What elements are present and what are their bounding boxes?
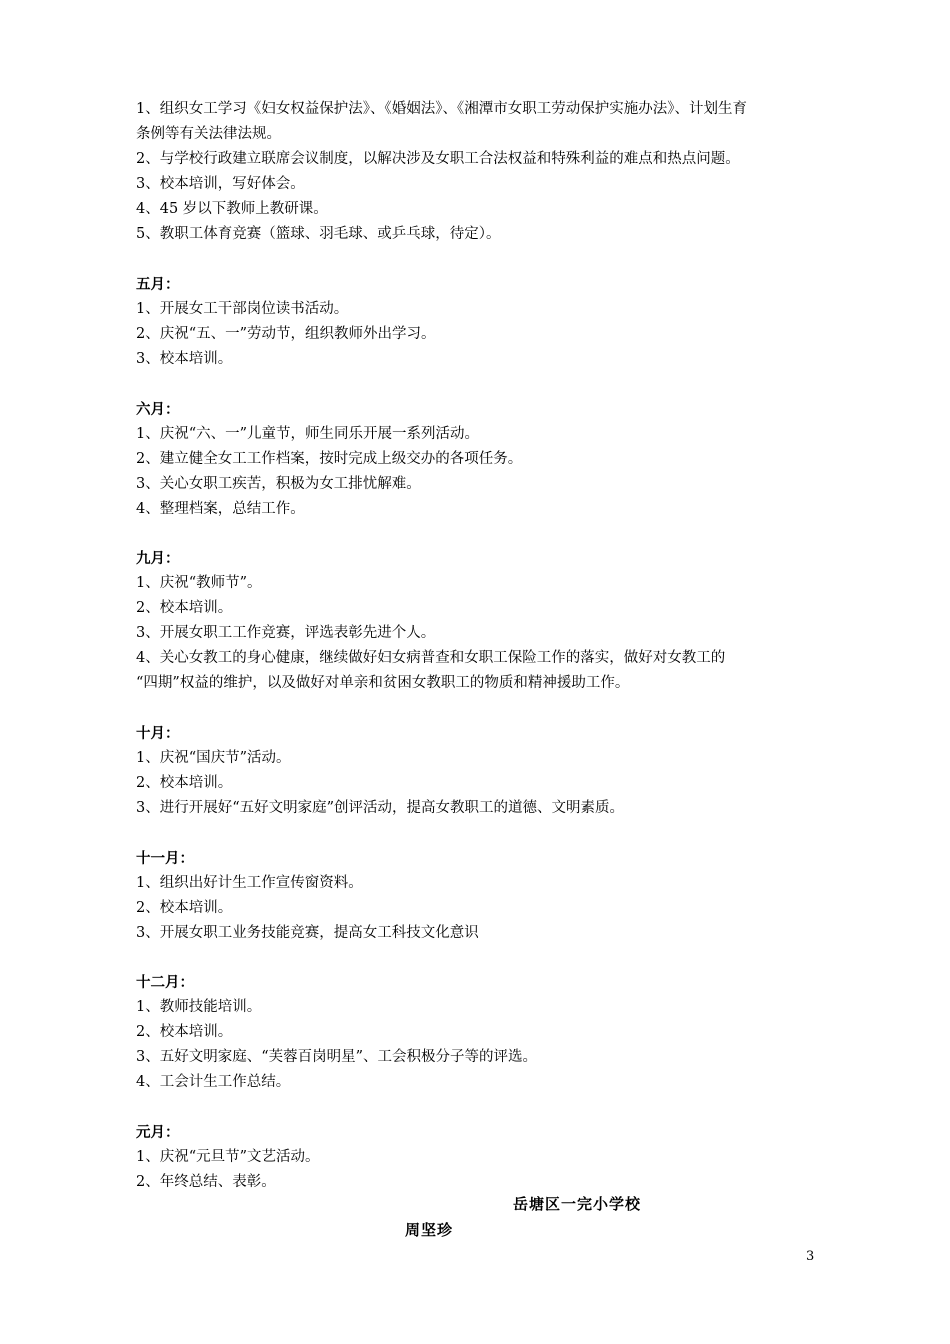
may-item-2: 2、庆祝“五、一”劳动节，组织教师外出学习。 (136, 326, 436, 342)
section-title-october: 十月： (136, 725, 180, 742)
november-item-1: 1、组织出好计生工作宣传窗资料。 (136, 875, 363, 891)
october-item-1: 1、庆祝“国庆节”活动。 (136, 750, 291, 766)
intro-item-3: 3、校本培训，写好体会。 (136, 176, 305, 192)
section-title-december: 十二月： (136, 974, 194, 991)
intro-item-4: 4、45 岁以下教师上教研课。 (136, 201, 328, 217)
december-item-4: 4、工会计生工作总结。 (136, 1074, 291, 1090)
intro-item-1: 1、组织女工学习《妇女权益保护法》、《婚姻法》、《湘潭市女职工劳动保护实施办法》、计划生育 (136, 101, 747, 117)
december-item-1: 1、教师技能培训。 (136, 999, 262, 1015)
june-item-4: 4、整理档案，总结工作。 (136, 501, 305, 517)
intro-item-2: 2、与学校行政建立联席会议制度，以解决涉及女职工合法权益和特殊利益的难点和热点问题。 (136, 151, 740, 167)
section-title-january: 元月： (136, 1124, 180, 1141)
october-item-3: 3、进行开展好“五好文明家庭”创评活动，提高女教职工的道德、文明素质。 (136, 800, 625, 816)
section-title-november: 十一月： (136, 850, 194, 867)
november-item-3: 3、开展女职工业务技能竞赛，提高女工科技文化意识 (136, 925, 479, 941)
june-item-3: 3、关心女职工疾苦，积极为女工排忧解难。 (136, 476, 421, 492)
signature-name: 周坚珍 (405, 1221, 454, 1239)
intro-item-5: 5、教职工体育竞赛（篮球、羽毛球、或乒乓球，待定）。 (136, 226, 501, 242)
section-title-may: 五月： (136, 276, 180, 293)
september-item-4-cont: “四期”权益的维护，以及做好对单亲和贫困女教职工的物质和精神援助工作。 (136, 675, 630, 691)
section-title-september: 九月： (136, 550, 180, 567)
january-item-2: 2、年终总结、表彰。 (136, 1174, 276, 1190)
signature-school: 岳塘区一完小学校 (513, 1195, 642, 1213)
december-item-2: 2、校本培训。 (136, 1024, 233, 1040)
october-item-2: 2、校本培训。 (136, 775, 233, 791)
december-item-3: 3、五好文明家庭、“芙蓉百岗明星”、工会积极分子等的评选。 (136, 1049, 538, 1065)
june-item-2: 2、建立健全女工工作档案，按时完成上级交办的各项任务。 (136, 451, 523, 467)
section-title-june: 六月： (136, 401, 180, 418)
september-item-2: 2、校本培训。 (136, 600, 233, 616)
january-item-1: 1、庆祝“元旦节”文艺活动。 (136, 1149, 320, 1165)
june-item-1: 1、庆祝“六、一”儿童节，师生同乐开展一系列活动。 (136, 426, 480, 442)
intro-item-1-cont: 条例等有关法律法规。 (136, 126, 281, 142)
september-item-3: 3、开展女职工工作竞赛，评选表彰先进个人。 (136, 625, 436, 641)
september-item-1: 1、庆祝“教师节”。 (136, 575, 262, 591)
november-item-2: 2、校本培训。 (136, 900, 233, 916)
september-item-4: 4、关心女教工的身心健康，继续做好妇女病普查和女职工保险工作的落实，做好对女教工的 (136, 650, 726, 666)
may-item-3: 3、校本培训。 (136, 351, 233, 367)
may-item-1: 1、开展女工干部岗位读书活动。 (136, 301, 349, 317)
page-number: 3 (806, 1249, 815, 1264)
